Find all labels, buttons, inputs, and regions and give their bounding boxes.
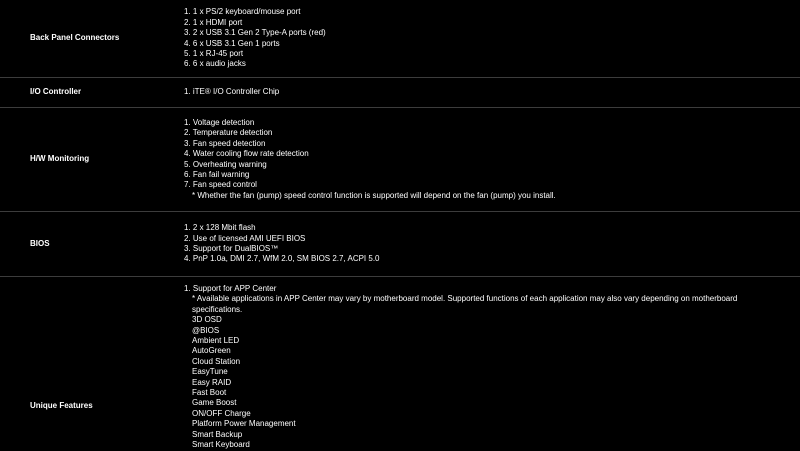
app-item: Fast Boot <box>192 388 227 398</box>
spec-label: I/O Controller <box>30 87 82 97</box>
list-item: 3. Support for DualBIOS™ <box>184 244 279 253</box>
list-item: 7. Fan speed control <box>184 180 257 190</box>
app-item: Ambient LED <box>192 336 240 346</box>
list-item: 2. Temperature detection <box>184 128 273 138</box>
list-item: 1. Support for APP Center <box>184 284 277 293</box>
list-item: 3. Fan speed detection <box>184 138 266 148</box>
list-item: 5. Overheating warning <box>184 159 267 169</box>
list-item: 4. Water cooling flow rate detection <box>184 149 309 159</box>
list-item: 4. PnP 1.0a, DMI 2.7, WfM 2.0, SM BIOS 2.7, ACPI 5.0 <box>184 254 380 264</box>
spec-row-io-controller <box>0 78 800 108</box>
app-item: ON/OFF Charge <box>192 408 251 418</box>
list-item: 5. 1 x RJ-45 port <box>184 48 244 58</box>
list-item: 1. iTE® I/O Controller Chip <box>184 87 280 97</box>
spec-value <box>184 284 800 451</box>
list-item: 1. Voltage detection <box>184 117 255 127</box>
app-item: Platform Power Management <box>192 419 296 429</box>
spec-row-hw-monitoring <box>0 108 800 212</box>
footnote: * Whether the fan (pump) speed control function is supported will depend on the fan (pump) you install. <box>192 190 556 200</box>
spec-label: BIOS <box>30 238 50 248</box>
spec-label: Unique Features <box>30 401 93 410</box>
app-item: Cloud Station <box>192 356 241 366</box>
app-item: Smart Keyboard <box>192 440 250 450</box>
app-item: 3D OSD <box>192 315 222 325</box>
list-item: 6. Fan fail warning <box>184 169 250 179</box>
spec-row-back-panel <box>0 0 800 78</box>
app-item: EasyTune <box>192 367 228 377</box>
footnote: * Available applications in APP Center may vary by motherboard model. Supported functions of each application may also vary depending on motherboard specifications. <box>192 294 738 314</box>
spec-value <box>184 118 800 201</box>
app-item: @BIOS <box>192 325 220 335</box>
spec-label: Back Panel Connectors <box>30 33 120 43</box>
app-item: Smart Backup <box>192 429 243 439</box>
spec-row-unique-features <box>0 277 800 450</box>
list-item: 1. 2 x 128 Mbit flash <box>184 223 256 233</box>
list-item: 3. 2 x USB 3.1 Gen 2 Type-A ports (red) <box>184 28 326 38</box>
list-item: 4. 6 x USB 3.1 Gen 1 ports <box>184 38 280 48</box>
list-item: 1. 1 x PS/2 keyboard/mouse port <box>184 7 301 17</box>
spec-value <box>184 223 800 265</box>
spec-value <box>184 7 800 69</box>
app-item: Easy RAID <box>192 377 232 387</box>
spec-row-bios <box>0 212 800 277</box>
app-item: Game Boost <box>192 398 237 408</box>
list-item: 2. 1 x HDMI port <box>184 17 243 27</box>
list-item: 6. 6 x audio jacks <box>184 59 246 69</box>
spec-value <box>184 87 800 97</box>
spec-label: H/W Monitoring <box>30 154 90 164</box>
list-item: 2. Use of licensed AMI UEFI BIOS <box>184 233 306 243</box>
app-item: AutoGreen <box>192 346 231 356</box>
